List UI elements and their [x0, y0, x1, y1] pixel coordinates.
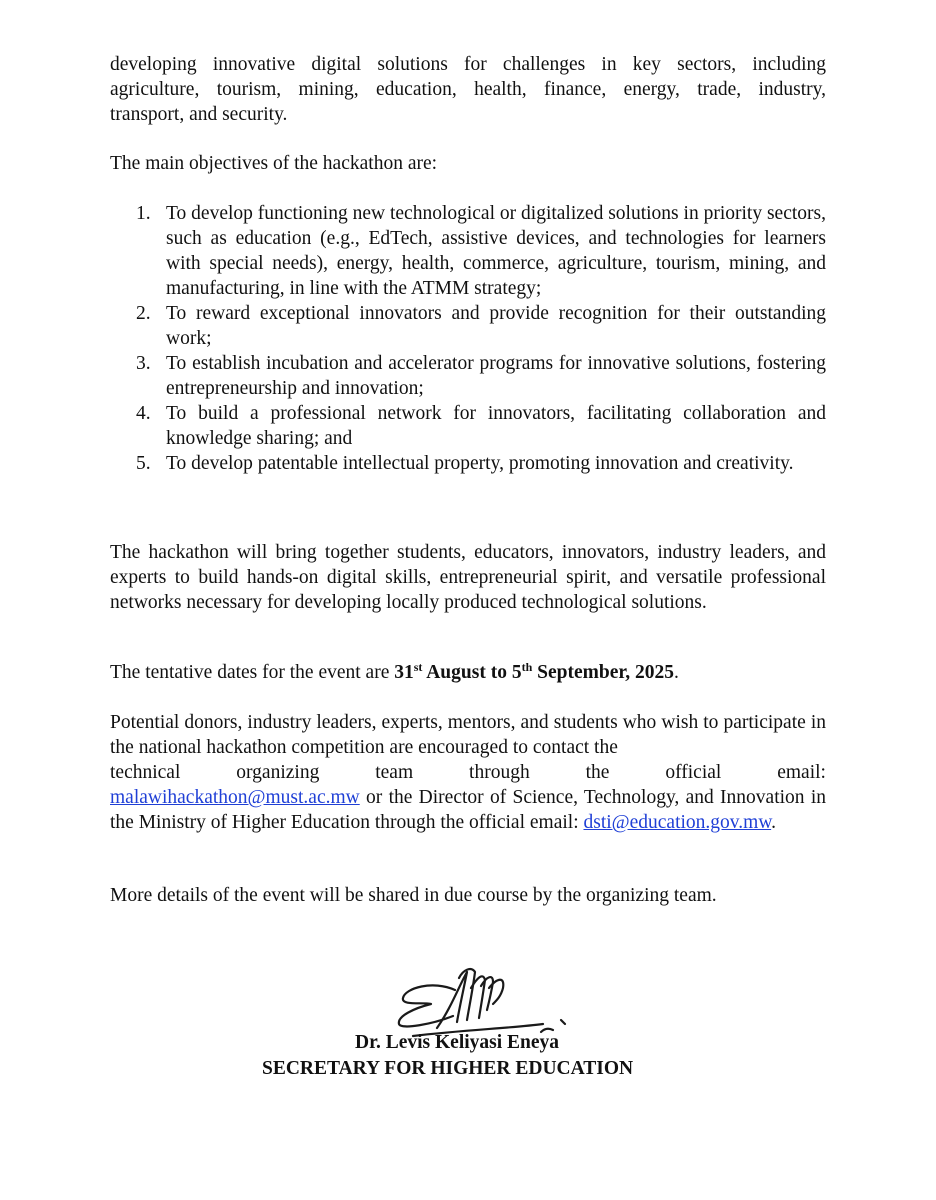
contact-spread-line: [110, 760, 826, 785]
contact-middle: or the Director of Science, Technology, and Innovation in the Ministry of Higher Education through the official email:: [110, 787, 826, 833]
objective-number: 4.: [136, 403, 151, 424]
event-dates: [394, 662, 674, 683]
dates-middle: August to 5: [422, 662, 522, 683]
start-day-suffix: st: [413, 660, 423, 674]
intro-line: transport, and security.: [110, 104, 288, 125]
dates-period: .: [673, 662, 679, 683]
intro-paragraph: [110, 52, 826, 127]
contact-word: official: [665, 762, 722, 783]
intro-line: agriculture, tourism, mining, education, health, finance, energy, trade, industry,: [110, 79, 826, 100]
objective-text: To develop patentable intellectual property, promoting innovation and creativity.: [166, 453, 794, 474]
contact-paragraph: [110, 710, 826, 835]
objectives-list: [110, 201, 826, 476]
dates-prefix: The tentative dates for the event are: [110, 662, 395, 683]
contact-text: Potential donors, industry leaders, experts, mentors, and students who wish to participate in the national hackathon competition are encouraged to contact the: [110, 712, 826, 758]
objective-item: [110, 451, 826, 476]
participants-paragraph: The hackathon will bring together students, educators, innovators, industry leaders, and experts to build hands-on digital skills, entrepreneurial spirit, and versatile professional networks necessary for developing locally produced technological solutions.: [110, 542, 826, 613]
signer-name: Dr. Levis Keliyasi Eneya: [355, 1032, 560, 1053]
objective-number: 2.: [136, 303, 151, 324]
objective-item: [110, 351, 826, 401]
contact-word: team: [375, 762, 414, 783]
objective-text: To establish incubation and accelerator programs for innovative solutions, fostering entrepreneurship and innovation;: [166, 353, 826, 399]
objective-number: 3.: [136, 353, 151, 374]
objective-item: [110, 301, 826, 351]
event-dates-paragraph: [110, 660, 826, 685]
dsti-email-link[interactable]: dsti@education.gov.mw: [583, 812, 772, 833]
contact-word: through: [469, 762, 530, 783]
closing-paragraph: More details of the event will be shared in due course by the organizing team.: [110, 885, 717, 906]
signer-title: SECRETARY FOR HIGHER EDUCATION: [262, 1058, 634, 1079]
contact-end: .: [771, 812, 777, 833]
objective-number: 5.: [136, 453, 151, 474]
objective-text: To build a professional network for innovators, facilitating collaboration and knowledge sharing; and: [166, 403, 826, 449]
objective-text: To develop functioning new technological or digitalized solutions in priority sectors, such as education (e.g., EdTech, assistive devices, and technologies for learners with special needs), energy, health, commerce, agriculture, tourism, mining, and manufacturing, in line with the ATMM strategy;: [166, 203, 826, 299]
objective-item: [110, 201, 826, 301]
objectives-intro: The main objectives of the hackathon are:: [110, 153, 438, 174]
hackathon-email-link[interactable]: malawihackathon@must.ac.mw: [110, 787, 360, 808]
start-day: 31: [394, 662, 414, 683]
contact-word: organizing: [236, 762, 320, 783]
objective-item: [110, 401, 826, 451]
objective-number: 1.: [136, 203, 151, 224]
objective-text: To reward exceptional innovators and provide recognition for their outstanding work;: [166, 303, 826, 349]
contact-word: email:: [777, 762, 826, 783]
intro-line: developing innovative digital solutions for challenges in key sectors, including: [110, 54, 826, 75]
contact-word: technical: [110, 762, 181, 783]
dates-end: September, 2025: [532, 662, 674, 683]
contact-word: the: [585, 762, 610, 783]
end-day-suffix: th: [521, 660, 533, 674]
signature-icon: [393, 958, 583, 1040]
contact-continued: [110, 785, 826, 835]
